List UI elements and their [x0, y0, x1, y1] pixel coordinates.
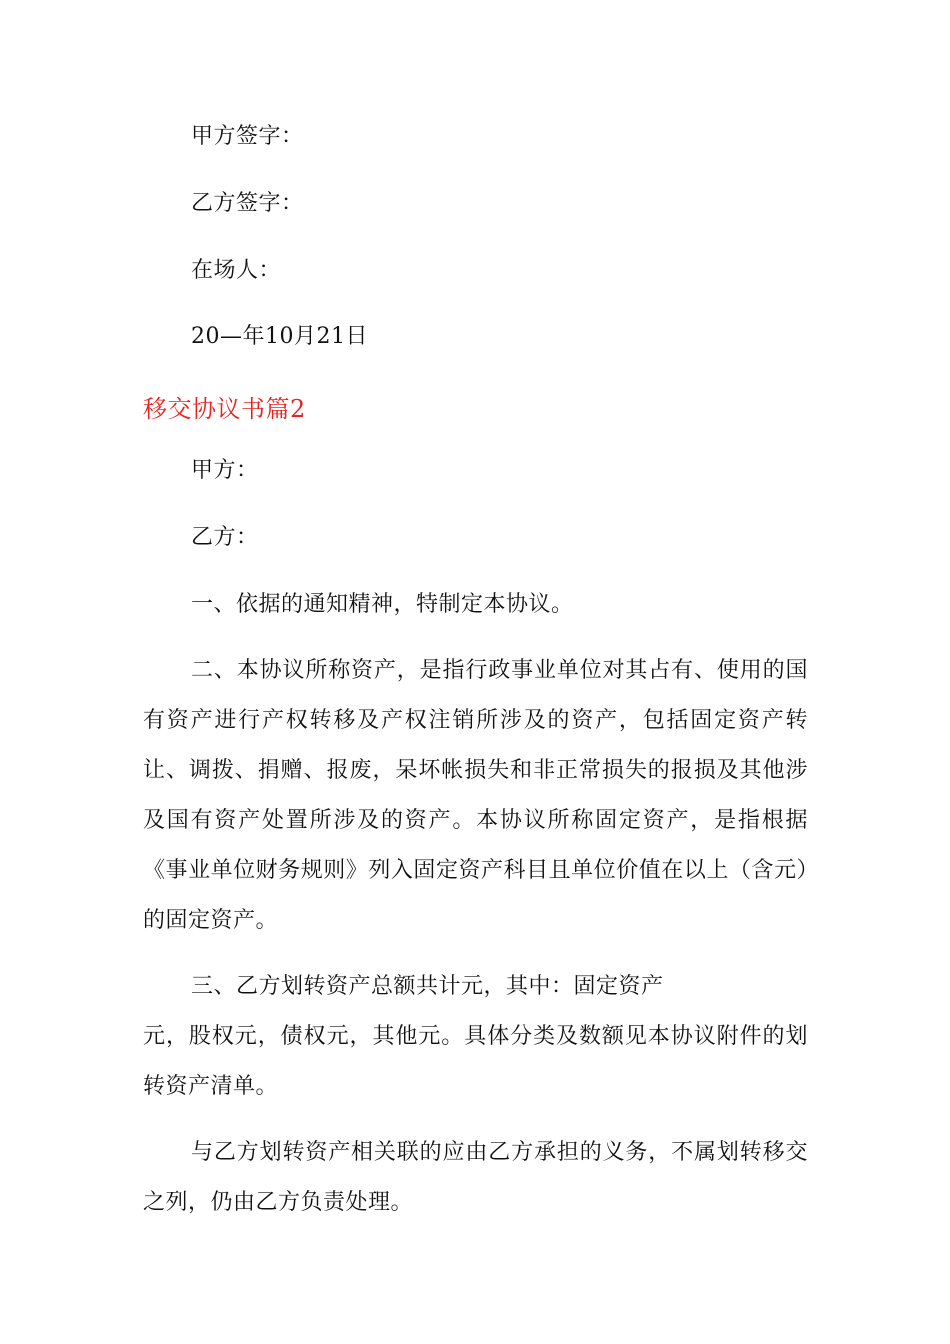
party-b-signature-label: 乙方签字：	[191, 191, 304, 216]
clause-2: 二、本协议所称资产，是指行政事业单位对其占有、使用的国有资产进行产权转移及产权注销所涉及的资产，包括固定资产转让、调拨、捐赠、报废，呆坏帐损失和非正常损失的报损及其他涉及国有资产处置所涉及的资产。本协议所称固定资产，是指根据《事业单位财务规则》列入固定资产科目且单位价值在以上（含元）的固定资产。	[143, 658, 808, 933]
party-a-label: 甲方：	[191, 458, 259, 483]
party-b-label: 乙方：	[191, 525, 259, 550]
clause-4: 与乙方划转资产相关联的应由乙方承担的义务，不属划转移交之列，仍由乙方负责处理。	[143, 1140, 808, 1215]
clause-1: 一、依据的通知精神，特制定本协议。	[191, 592, 574, 617]
witness-label: 在场人：	[191, 258, 282, 283]
clause-3-first-line: 三、乙方划转资产总额共计元，其中：固定资产	[191, 974, 664, 999]
signature-date: 20—年10月21日	[191, 324, 368, 349]
section-title: 移交协议书篇2	[143, 395, 306, 423]
party-a-signature-label: 甲方签字：	[191, 124, 304, 149]
clause-3-continuation: 元，股权元，债权元，其他元。具体分类及数额见本协议附件的划转资产清单。	[143, 1024, 808, 1099]
